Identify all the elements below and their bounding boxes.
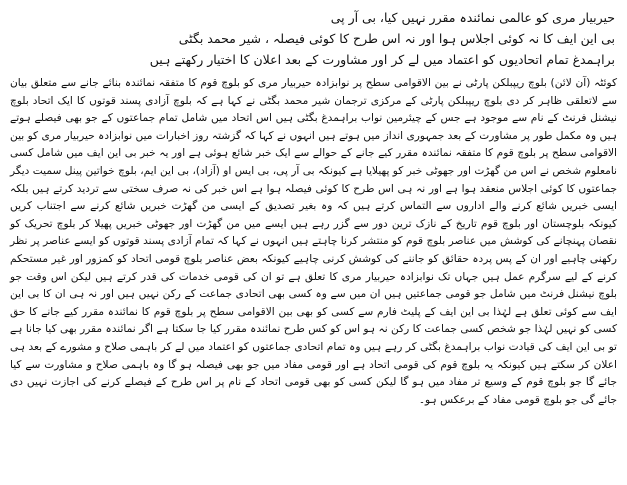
headline-sub-1: بی این ایف کا نہ کوئی اجلاس ہوا اور نہ اس طرح کا کوئی فیصلہ ، شیر محمد بگٹی [178,31,615,46]
headline-main: حیربیار مری کو عالمی نمائندہ مقرر نہیں کیا، بی آر پی [330,10,615,25]
article-body [10,75,617,409]
article-paragraph: کوئٹہ (آن لائن) بلوچ ریپبلکن پارٹی نے بین الاقوامی سطح پر نوابزادہ حیربیار مری کو بلوچ قوم کا متفقہ نمائندہ بنائے جانے سے متعلق بیان سے لاتعلقی ظاہر کر دی بلوچ ریپبلکن پارٹی کے مرکزی ترجمان شیر محمد بگٹی نے کہا ہے کہ بلوچ آزادی پسند قوتوں کا ایک اتحاد بلوچ نیشنل فرنٹ کے نام سے موجود ہے جس کے چیئرمین نواب براہمدغ بگٹی ہیں اس اتحاد میں شامل تمام جماعتوں کے جو بھی فیصلے ہوتے ہیں وہ مکمل طور پر مشاورت کے بعد جمہوری انداز میں ہوتے ہیں انہوں نے کہا کہ گزشتہ روز اخبارات میں نوابزادہ حیربیار مری کو بین الاقوامی سطح پر بلوچ قوم کا متفقہ نمائندہ مقرر کیے جانے کے حوالے سے ایک خبر شائع ہوئی ہے اور یہ خبر بی این ایف میں شامل کسی نامعلوم شخص نے اس من گھڑت اور جھوٹی خبر کو پھیلایا ہے کیونکہ بی آر پی، بی ایس او (آزاد)، بی این ایم، بلوچ خواتین پینل سمیت دیگر جماعتوں کا کوئی اجلاس منعقد ہوا ہے اور نہ ہی اس طرح کا کوئی فیصلہ ہوا ہے اس خبر کی نہ صرف سختی سے تردید کرتے ہیں بلکہ ایسی خبریں شائع کرنے والے اداروں سے التماس کرتے ہیں کہ وہ بغیر تصدیق کے ایسی من گھڑت خبریں شائع کرنے سے اجتناب کریں کیونکہ بلوچستان اور بلوچ قوم تاریخ کے نازک ترین دور سے گزر رہے ہیں ایسے میں من گھڑت اور جھوٹی خبریں پھیلا کر بلوچ تحریک کو نقصان پہنچانے کی کوشش میں عناصر بلوچ قوم کو منتشر کرنا چاہتے ہیں انہوں نے کہا کہ تمام آزادی پسند قوتوں کو ایسے عناصر پر نظر رکھنی چاہیے اور ان کے پس پردہ حقائق کو جاننے کی کوشش کرنی چاہیے کیونکہ بعض عناصر بلوچ قومی اتحاد کو کمزور اور غیر مستحکم کرنے کے لیے سرگرم عمل ہیں جہاں تک نوابزادہ حیربیار مری کا تعلق ہے تو ان کی قومی خدمات کی قدر کرتے ہیں لیکن اس وقت جو بلوچ نیشنل فرنٹ میں شامل جو قومی جماعتیں ہیں ان میں سے وہ کسی بھی اتحادی جماعت کے رکن نہیں ہیں اور نہ ہی ان کا بی این ایف سے کوئی تعلق ہے لہٰذا بی این ایف کے پلیٹ فارم سے کسی کو بھی بین الاقوامی سطح پر بلوچ قوم کا نمائندہ مقرر کیے جانے کا حق کسی کو نہیں لہٰذا جو شخص کسی جماعت کا رکن نہ ہو اس کو کس طرح نمائندہ مقرر کیا جا سکتا ہے اگر نمائندہ مقرر بھی کیا جانا ہے تو بی این ایف کی قیادت نواب براہمدغ بگٹی کر رہے ہیں وہ تمام اتحادی جماعتوں کو اعتماد میں لے کر باہمی صلاح و مشورے کے بعد ہی اعلان کر سکتے ہیں کیونکہ یہ بلوچ قوم کی قومی اتحاد ہے اور قومی مفاد میں جو بھی فیصلہ ہو گا وہ باہمی صلاح و مشاورت سے کیا جائے گا جو بلوچ قوم کے وسیع تر مفاد میں ہو گا لیکن کسی کو بھی قومی اتحاد کے نام پر اس طرح کے فیصلے کرنے کی اجازت نہیں دی جائے گی جو بلوچ قومی مفاد کے برعکس ہو۔ [10,77,617,406]
headline-block [10,8,617,69]
headline-sub-2: براہمدغ تمام اتحادیوں کو اعتماد میں لے کر اور مشاورت کے بعد اعلان کا اختیار رکھتے ہیں [149,52,615,67]
